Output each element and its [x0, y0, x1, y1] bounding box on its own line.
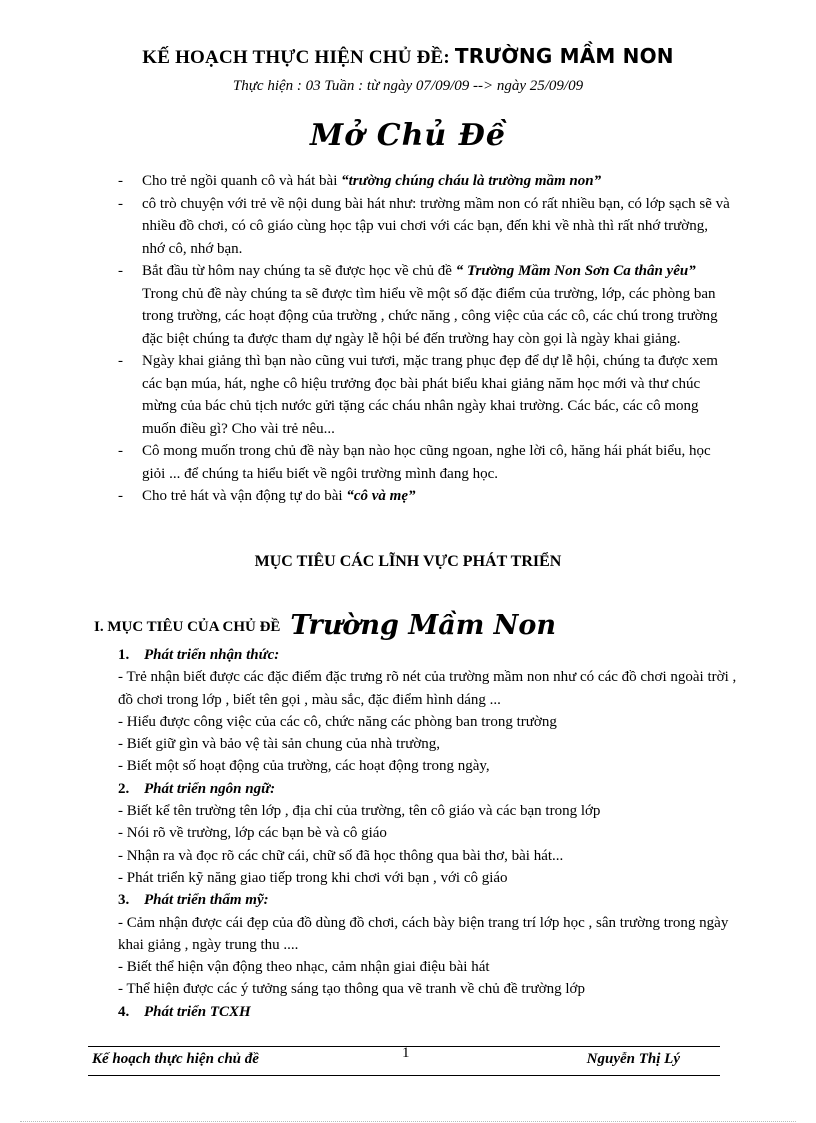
- page-number: 1: [402, 1045, 410, 1061]
- goal-line: - Cảm nhận được cái đẹp của đồ dùng đồ chơi, cách bày biện trang trí lớp học , sân trường trong ngày khai giảng , ngày trung thu ....: [118, 914, 729, 953]
- goal-heading: 2. Phát triển ngôn ngữ:: [118, 780, 276, 797]
- page-footer: [88, 1046, 720, 1075]
- list-item: - Cô mong muốn trong chủ đề này bạn nào học cũng ngoan, nghe lời cô, hăng hái phát biểu, học giỏi ... để chúng ta hiểu biết về ngôi trường mình đang học.: [118, 440, 730, 485]
- list-item: - Bắt đầu từ hôm nay chúng ta sẽ được học về chủ đề “ Trường Mầm Non Sơn Ca thân yêu” Trong chủ đề này chúng ta sẽ được tìm hiểu về một số đặc điểm của trường, lớp, các phòng ban trong trường, các hoạt động của trường , chức năng , công việc của các cô, các chú trong trường đặc biệt chúng ta được tham dự ngày lễ hội bé đến trường hay còn gọi là ngày khai giảng.: [118, 260, 730, 350]
- goal-line: - Biết một số hoạt động của trường, các hoạt động trong ngày,: [118, 758, 490, 775]
- goal-line: - Biết thể hiện vận động theo nhạc, cảm nhận giai điệu bài hát: [118, 959, 490, 976]
- list-item: - Cho trẻ ngồi quanh cô và hát bài “trường chúng cháu là trường mầm non”: [118, 170, 730, 193]
- title-topic: TRƯỜNG MẦM NON: [454, 44, 674, 68]
- goal-line: - Biết giữ gìn và bảo vệ tài sản chung của nhà trường,: [118, 736, 441, 753]
- goal-line: - Thể hiện được các ý tưởng sáng tạo thông qua vẽ tranh về chủ đề trường lớp: [118, 981, 585, 998]
- section-one-label: I. MỤC TIÊU CỦA CHỦ ĐỀ: [94, 619, 281, 635]
- page-title: [0, 44, 816, 69]
- title-prefix: KẾ HOẠCH THỰC HIỆN CHỦ ĐỀ:: [142, 47, 455, 68]
- goal-heading: 3. Phát triển thẩm mỹ:: [118, 892, 269, 909]
- list-item: - Ngày khai giảng thì bạn nào cũng vui tươi, mặc trang phục đẹp để dự lễ hội, chúng ta được xem các bạn múa, hát, nghe cô hiệu trưởng đọc bài phát biểu khai giảng năm học mới và thư chúc mừng của bác chủ tịch nước gửi tặng các cháu nhân ngày khai trường. Các bác, các cô mong muốn điều gì? Cho vài trẻ nêu...: [118, 350, 730, 440]
- footer-left: Kế hoạch thực hiện chủ đề: [92, 1051, 259, 1067]
- goal-line: - Hiểu được công việc của các cô, chức năng các phòng ban trong trường: [118, 713, 557, 730]
- list-item: - cô trò chuyện với trẻ về nội dung bài hát như: trường mầm non có rất nhiều bạn, có lớp sạch sẽ và nhiều đồ chơi, có cô giáo cùng học tập vui chơi với các bạn, đến khi về nhà thì rất nhớ trường, nhớ cô, nhớ bạn.: [118, 193, 730, 261]
- page-subtitle: Thực hiện : 03 Tuần : từ ngày 07/09/09 --> ngày 25/09/09: [232, 78, 584, 94]
- page-edge-divider: [20, 1121, 796, 1122]
- goal-line: - Nhận ra và đọc rõ các chữ cái, chữ số đã học thông qua bài thơ, bài hát...: [118, 847, 564, 864]
- goal-line: - Trẻ nhận biết được các đặc điểm đặc trưng rõ nét của trường mầm non như có các đồ chơi ngoài trời , đồ chơi trong lớp , biết tên gọi , màu sắc, đặc điểm hình dáng ...: [118, 669, 737, 708]
- section-one-cursive: Trường Mầm Non: [290, 610, 556, 641]
- goal-line: - Phát triển kỹ năng giao tiếp trong khi chơi với bạn , với cô giáo: [118, 869, 508, 886]
- goal-line: - Biết kể tên trường tên lớp , địa chỉ của trường, tên cô giáo và các bạn trong lớp: [118, 803, 601, 820]
- footer-author: Nguyễn Thị Lý: [586, 1051, 680, 1067]
- section-title: MỤC TIÊU CÁC LĨNH VỰC PHÁT TRIỂN: [254, 553, 562, 570]
- section-one-heading: [94, 610, 556, 641]
- goal-heading: 4. Phát triển TCXH: [118, 1003, 251, 1020]
- opening-list: [118, 170, 730, 508]
- goal-line: - Nói rõ về trường, lớp các bạn bè và cô giáo: [118, 825, 387, 842]
- footer-divider: [88, 1075, 720, 1076]
- opening-heading: Mở Chủ Đề: [310, 118, 506, 153]
- list-item: - Cho trẻ hát và vận động tự do bài “cô và mẹ”: [118, 485, 730, 508]
- goal-heading: 1. Phát triển nhận thức:: [118, 647, 280, 663]
- goals-list: [118, 644, 738, 1023]
